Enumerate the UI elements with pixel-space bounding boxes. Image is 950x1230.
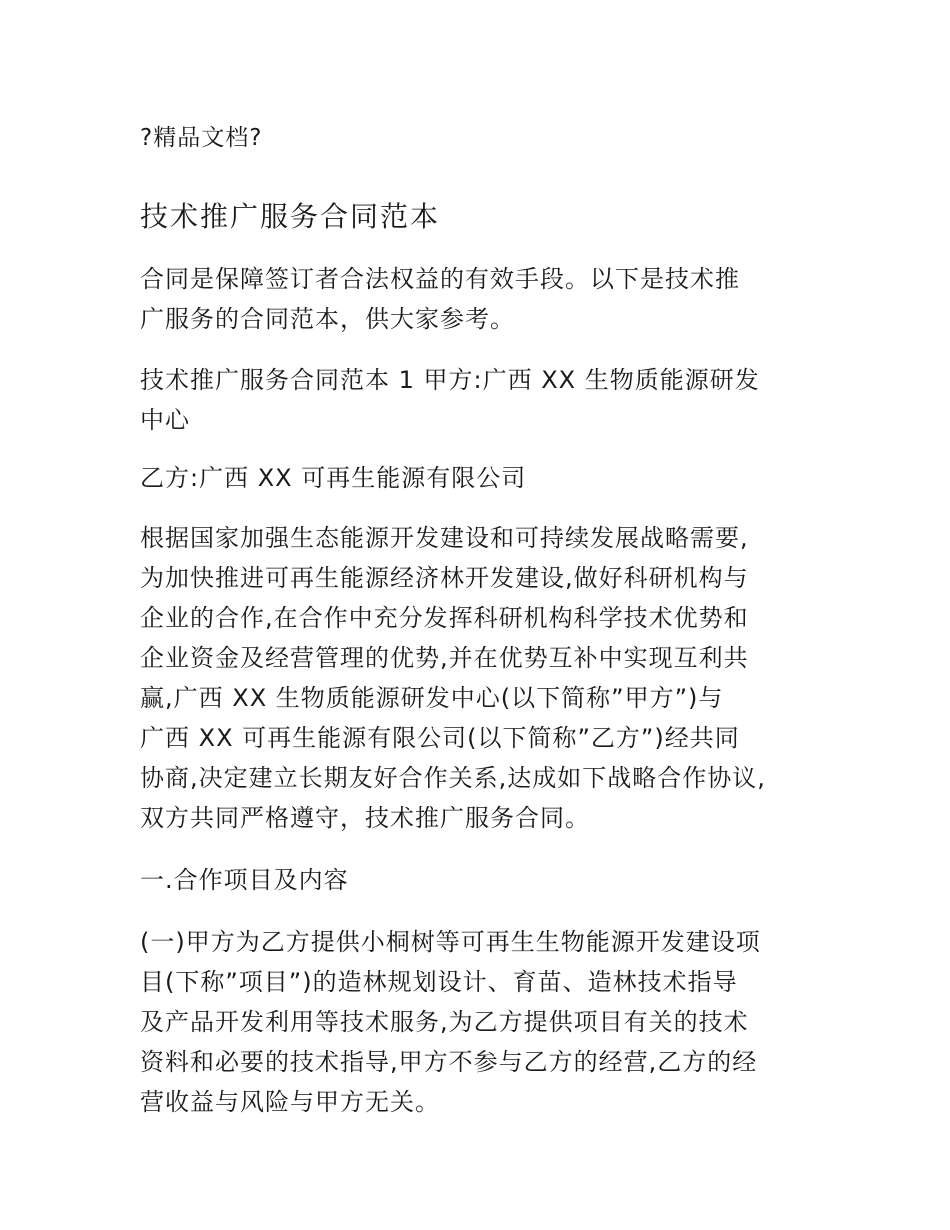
text-line: 广服务的合同范本，供大家参考。 <box>140 305 515 333</box>
document-title: 技术推广服务合同范本 <box>140 200 441 233</box>
text-line: 企业资金及经营管理的优势,并在优势互补中实现互利共 <box>140 644 749 672</box>
text-line: 赢,广西 XX 生物质能源研发中心(以下简称”甲方”)与 <box>140 684 724 712</box>
section-heading <box>140 860 830 900</box>
text-line: 资料和必要的技术指导,甲方不参与乙方的经营,乙方的经 <box>140 1048 758 1076</box>
text-line: 合同是保障签订者合法权益的有效手段。以下是技术推 <box>140 265 740 293</box>
intro-paragraph <box>140 259 830 339</box>
text-line: 中心 <box>140 406 190 434</box>
text-line: 营收益与风险与甲方无关。 <box>140 1088 440 1116</box>
party-a-paragraph <box>140 360 830 440</box>
text-line: (一)甲方为乙方提供小桐树等可再生生物能源开发建设项 <box>140 928 761 956</box>
header-mark: ?精品文档? <box>140 125 263 151</box>
text-line: 乙方:广西 XX 可再生能源有限公司 <box>140 464 527 492</box>
text-line: 根据国家加强生态能源开发建设和可持续发展战略需要, <box>140 524 749 552</box>
text-line: 为加快推进可再生能源经济林开发建设,做好科研机构与 <box>140 564 749 592</box>
text-line: 技术推广服务合同范本 1 甲方:广西 XX 生物质能源研发 <box>140 366 760 394</box>
text-line: 及产品开发利用等技术服务,为乙方提供项目有关的技术 <box>140 1008 749 1036</box>
text-line: 目(下称”项目”)的造林规划设计、育苗、造林技术指导 <box>140 968 738 996</box>
text-line: 企业的合作,在合作中充分发挥科研机构科学技术优势和 <box>140 604 749 632</box>
text-line: 广西 XX 可再生能源有限公司(以下简称”乙方”)经共同 <box>140 724 740 752</box>
text-line: 一.合作项目及内容 <box>140 866 349 894</box>
text-line: 协商,决定建立长期友好合作关系,达成如下战略合作协议, <box>140 764 766 792</box>
party-b-paragraph <box>140 458 830 498</box>
text-line: 双方共同严格遵守，技术推广服务合同。 <box>140 804 590 832</box>
clause-paragraph <box>140 922 830 1122</box>
preamble-paragraph <box>140 518 830 838</box>
